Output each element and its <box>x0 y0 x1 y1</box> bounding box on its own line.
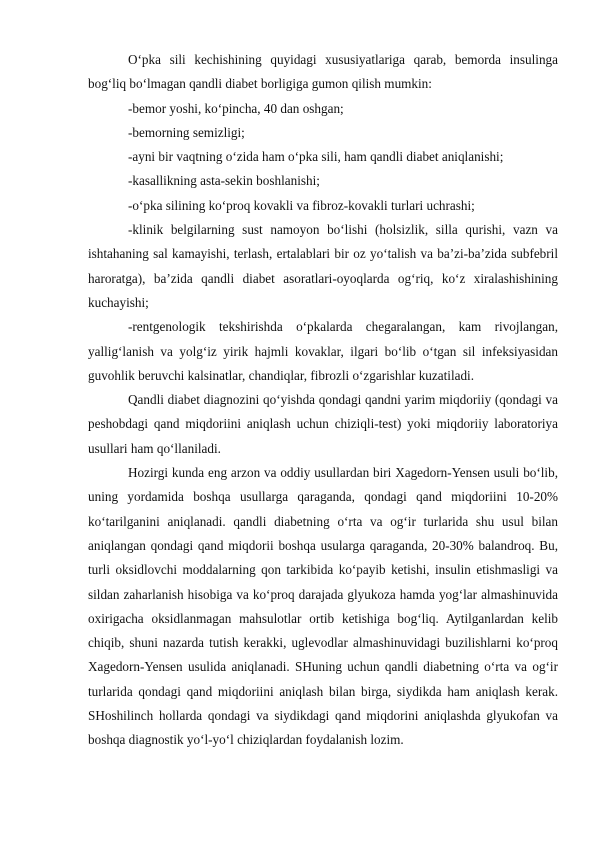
diagnosis-paragraph: Qandli diabet diagnozini qo‘yishda qondagi qandni yarim miqdoriiy (qondagi va peshobdagi qand miqdoriini aniqlash uchun chiziqli-test) yoki miqdoriiy laboratoriya usullari ham qo‘llaniladi. <box>88 392 558 456</box>
intro-paragraph: O‘pka sili kechishining quyidagi xususiyatlariga qarab, bemorda insulinga bog‘liq bo‘lmagan qandli diabet borligiga gumon qilish mumkin: <box>88 52 558 92</box>
list-item-obesity: -bemorning semizligi; <box>128 124 245 140</box>
list-item-clinical: -klinik belgilarning sust namoyon bo‘lishi (holsizlik, silla qurishi, vazn va ishtahaning sal kamayishi, terlash, ertalablari bir oz yo‘talish va ba’zi-ba’zida subfebril haroratga), ba’zida qandli diabet asoratlari-oyoqlarda og‘riq, ko‘z xiralashishining kuchayishi; <box>88 222 558 310</box>
method-paragraph: Hozirgi kunda eng arzon va oddiy usullardan biri Xagedorn-Yensen usuli bo‘lib, uning yordamida boshqa usullarga qaraganda, qondagi qand miqdoriini 10-20% ko‘tarilganini aniqlanadi. qandli diabetning o‘rta va og‘ir turlarida shu usul bilan aniqlangan qondagi qand miqdorii boshqa usularga qaraganda, 20-30% balandroq. Bu, turli oksidlovchi moddalarning qon tarkibida ko‘payib ketishi, insulin etishmasligi va sildan zaharlanish hisobiga va ko‘proq darajada glyukoza hamda yog‘lar almashinuvida oxirigacha oksidlanmagan mahsulotlar ortib ketishiga bog‘liq. Aytilganlardan kelib chiqib, shuni nazarda tutish kerakki, uglevodlar almashinuvidagi buzilishlarni ko‘proq Xagedorn-Yensen usulida aniqlanadi. SHuning uchun qandli diabetning o‘rta va og‘ir turlarida qondagi qand miqdoriini aniqlash bilan birga, siydikda ham aniqlash kerak. SHoshilinch hollarda qondagi va siydikdagi qand miqdorini aniqlashda glyukofan va boshqa diagnostik yo‘l-yo‘l chiziqlardan foydalanish lozim. <box>88 465 558 748</box>
list-item-age: -bemor yoshi, ko‘pincha, 40 dan oshgan; <box>128 100 344 116</box>
list-item-onset: -kasallikning asta-sekin boshlanishi; <box>128 173 320 189</box>
list-item-cavitary: -o‘pka silining ko‘proq kovakli va fibroz-kovakli turlari uchrashi; <box>128 197 475 213</box>
list-item-simultaneous: -ayni bir vaqtning o‘zida ham o‘pka sili, ham qandli diabet aniqlanishi; <box>128 149 504 165</box>
document-body <box>88 48 558 753</box>
list-item-xray: -rentgenologik tekshirishda o‘pkalarda chegaralangan, kam rivojlangan, yallig‘lanish va yolg‘iz yirik hajmli kovaklar, ilgari bo‘lib o‘tgan sil infeksiyasidan guvohlik beruvchi kalsinatlar, chandiqlar, fibrozli o‘zgarishlar kuzatiladi. <box>88 319 558 383</box>
